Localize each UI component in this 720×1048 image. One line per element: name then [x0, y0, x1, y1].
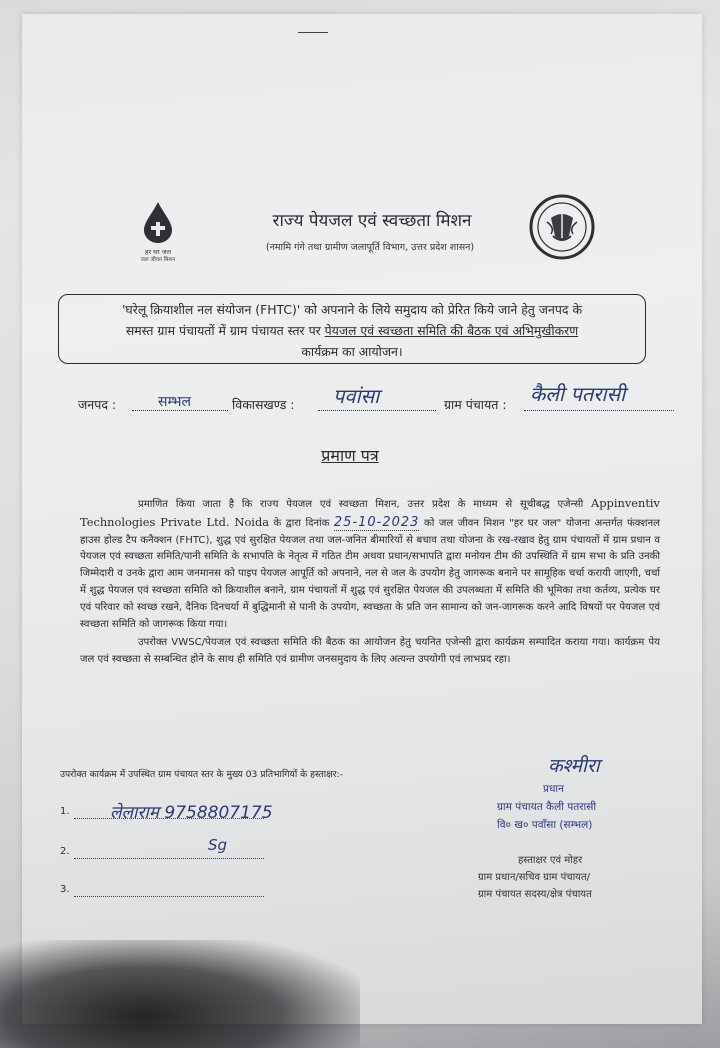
signer-number-2: 2.	[60, 846, 70, 857]
signer-number-1: 1.	[60, 806, 70, 817]
signature-caption	[478, 852, 668, 903]
banner-line-2	[67, 320, 637, 341]
up-government-emblem	[527, 192, 597, 262]
body-text-b: के द्वारा दिनांक	[269, 517, 334, 529]
svg-text:जल जीवन मिशन: जल जीवन मिशन	[140, 257, 176, 263]
body-text-a: प्रमाणित किया जाता है कि राज्य पेयजल एवं स्वच्छता मिशन, उत्तर प्रदेश के माध्यम से सूचीबद्ध एजेन्सी	[138, 499, 592, 510]
panchayat-value: कैली पतरासी	[530, 382, 626, 406]
department-subtitle: (नमामि गंगे तथा ग्रामीण जलापूर्ति विभाग, उत्तर प्रदेश शासन)	[265, 242, 475, 253]
panchayat-line	[524, 410, 674, 411]
banner-line-3: कार्यक्रम का आयोजन।	[301, 344, 403, 359]
banner-highlight: पेयजल एवं स्वच्छता समिति की बैठक एवं अभिमुखीकरण	[324, 323, 579, 338]
water-drop-icon	[132, 198, 196, 268]
block-label: विकासखण्ड :	[232, 397, 295, 412]
banner-line-2-text: समस्त ग्राम पंचायतों में ग्राम पंचायत स्तर पर	[125, 323, 325, 338]
district-value: सम्भल	[158, 394, 191, 410]
stamp-line-2: ग्राम पंचायत कैली पतरासी	[497, 801, 597, 813]
pradhan-stamp	[497, 780, 657, 834]
har-ghar-jal-logo	[132, 198, 196, 268]
body-paragraph-1	[80, 495, 660, 633]
pradhan-signature: कश्मीरा	[548, 755, 600, 777]
pen-mark	[298, 22, 328, 33]
agency-name: Appinventiv Technologies Private Ltd. Noida	[80, 496, 660, 529]
signers-intro: उपरोक्त कार्यक्रम में उपस्थित ग्राम पंचायत स्तर के मुख्य 03 प्रतिभागियों के हस्ताक्षर:-	[60, 769, 343, 780]
block-line	[318, 410, 436, 411]
panchayat-label: ग्राम पंचायत :	[444, 397, 507, 412]
banner-line-1: 'घरेलू क्रियाशील नल संयोजन (FHTC)' को अपनाने के लिये समुदाय को प्रेरित किये जाने हेतु जनपद के	[122, 302, 582, 317]
certificate-body	[80, 495, 660, 669]
signer-2-signature: Sg	[208, 836, 228, 854]
photo-shadow	[0, 940, 360, 1048]
signer-1-signature: लेलाराम 9758807175	[110, 803, 273, 823]
stamp-line-3: वि० ख० पवाँसा (सम्भल)	[497, 819, 593, 831]
body-text-c: को जल जीवन मिशन "हर घर जल" योजना अन्तर्गत फंक्शनल हाउस होल्ड टैप कनैक्शन (FHTC), शुद्ध एवं सुरक्षित पेयजल तथा जल-जनित बीमारियों से बचाव तथा योजना के रख-रखाव हेतु ग्राम पंचायतों में ग्राम प्रधान व पेयजल एवं स्वच्छता समिति/पानी समिति के सभापति के नेतृत्व में गठित टीम अथवा प्रधान/सभापति द्वारा मनोयन टीम की उपस्थिति में ग्राम सभा के प्रति उनकी जिम्मेदारी व उनके द्वारा आम जनमानस को पाइप पेयजल आपूर्ति को अपनाने, नल से जल के उपयोग हेतु जागरूक बनाने पर सामूहिक चर्चा करायी जाएगी, चर्चा में शुद्ध पेयजल एवं स्वच्छता समिति को क्रियाशील बनाने, ग्राम पंचायतों में शुद्ध एवं सुरक्षित पेयजल की उपलब्धता में समिति की भूमिका तथा कर्तव्य, प्रत्येक घर एवं परिवार को स्वच्छ रखने, दैनिक दिनचर्या में बुद्धिमानी से पानी के उपयोग, स्वच्छता के प्रति जन सामान्य को जन-जागरूक करने आदि विषयों पर पेयजल एवं स्वच्छता समिति को जागरूक किया गया।	[80, 517, 660, 630]
mission-title: राज्य पेयजल एवं स्वच्छता मिशन	[272, 211, 472, 231]
body-paragraph-2: उपरोक्त VWSC/पेयजल एवं स्वच्छता समिति की बैठक का आयोजन हेतु चयनित एजेन्सी द्वारा कार्यक्रम सम्पादित कराया गया। कार्यक्रम पेय जल एवं स्वच्छता से सम्बन्धित होने के साथ ही समिति एवं ग्रामीण जनसमुदाय के लिए अत्यन्त उपयोगी एवं लाभप्रद रहा।	[80, 637, 660, 666]
stamp-line-1: प्रधान	[543, 783, 564, 795]
caption-line-1: हस्ताक्षर एवं मोहर	[518, 855, 583, 866]
program-banner	[58, 294, 646, 364]
signer-line-2	[74, 858, 264, 859]
emblem-icon	[527, 192, 597, 262]
block-value: पवांसा	[333, 384, 380, 408]
signer-line-3	[74, 896, 264, 897]
signer-number-3: 3.	[60, 884, 70, 895]
svg-text:हर घर जल: हर घर जल	[145, 248, 171, 256]
certificate-title: प्रमाण पत्र	[321, 446, 379, 465]
program-date: 25-10-2023	[333, 514, 420, 530]
caption-line-2: ग्राम प्रधान/सचिव ग्राम पंचायत/	[478, 872, 591, 883]
caption-line-3: ग्राम पंचायत सदस्य/क्षेत्र पंचायत	[478, 889, 592, 900]
district-label: जनपद :	[78, 397, 117, 412]
